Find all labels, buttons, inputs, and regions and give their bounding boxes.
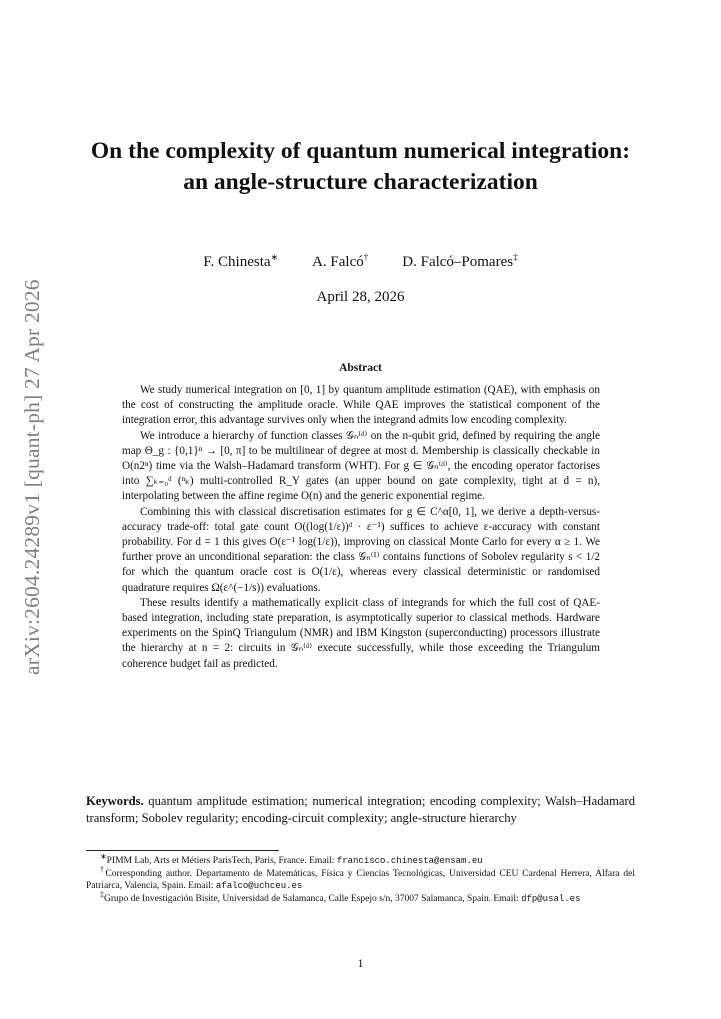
footnote: [86, 889, 635, 906]
author-name: F. Chinesta: [203, 254, 271, 270]
author: [402, 254, 517, 271]
footnote-mark: ‡: [100, 889, 104, 899]
footnotes: [86, 851, 635, 906]
page-number: 1: [357, 958, 364, 970]
paper-title: On the complexity of quantum numerical integration: an angle-structure characterization: [90, 138, 631, 195]
author: [203, 254, 278, 271]
footnote: [86, 851, 635, 868]
abstract-heading: Abstract: [339, 362, 382, 374]
author-mark: ∗: [270, 252, 279, 262]
footnote-email[interactable]: francisco.chinesta@ensam.eu: [336, 856, 483, 866]
keywords-label: Keywords.: [86, 794, 144, 808]
abstract-paragraph: Combining this with classical discretisation estimates for g ∈ C^α[0, 1], we derive a depth-versus-accuracy trade-off: total gate count O((log(1/ε))ᵈ · ε⁻¹) suffices to achieve ε-accuracy with constant probability. For d = 1 this gives O(ε⁻¹ log(1/ε)), improving on classical Monte Carlo for every α ≥ 1. We further prove an unconditional separation: the class 𝒢ₙ⁽¹⁾ contains functions of Sobolev regularity s < 1/2 for which the quantum oracle cost is O(1/ε), whereas every classical deterministic or randomised quadrature requires Ω(ε^(−1/s)) evaluations.: [122, 505, 600, 594]
footnote-mark: †: [100, 864, 106, 874]
footnote-text: Grupo de Investigación Bisite, Universidad de Salamanca, Calle Espejo s/n, 37007 Salamanca, Spain. Email:: [103, 894, 522, 905]
footnote: [86, 864, 635, 893]
author-name: D. Falcó–Pomares: [402, 254, 514, 270]
author-mark: †: [363, 252, 369, 262]
abstract-paragraph: We introduce a hierarchy of function classes 𝒢ₙ⁽ᵈ⁾ on the n-qubit grid, defined by requiring the angle map Θ_g : {0,1}ⁿ → [0, π] to be multilinear of degree at most d. Membership is classically checkable in O(n2ⁿ) time via the Walsh–Hadamard transform (WHT). For g ∈ 𝒢ₙ⁽ᵈ⁾, the encoding operator factorises into ∑ₖ₌₀ᵈ (ⁿₖ) multi-controlled R_Y gates (an upper bound on gate complexity, tight at d = n), interpolating between the affine regime O(n) and the generic exponential regime.: [122, 429, 600, 503]
author-name: A. Falcó: [312, 254, 364, 270]
author-list: [80, 254, 641, 271]
keywords-text: quantum amplitude estimation; numerical integration; encoding complexity; Walsh–Hadamard transform; Sobolev regularity; encoding-circuit complexity; angle-structure hierarchy: [86, 794, 635, 825]
footnote-text: Corresponding author. Departamento de Matemáticas, Física y Ciencias Tecnológicas, Universidad CEU Cardenal Herrera, Alfara del Patriarca, Valencia, Spain. Email:: [86, 868, 635, 892]
paper-date: April 28, 2026: [316, 289, 405, 305]
abstract-paragraph: We study numerical integration on [0, 1] by quantum amplitude estimation (QAE), with emphasis on the cost of constructing the amplitude oracle. While QAE improves the statistical component of the integration error, this advantage survives only when the integrand admits low encoding complexity.: [122, 384, 600, 427]
abstract-paragraph: These results identify a mathematically explicit class of integrands for which the full cost of QAE-based integration, including state preparation, is asymptotically superior to classical methods. Hardware experiments on the SpinQ Triangulum (NMR) and IBM Kingston (superconducting) processors illustrate the hierarchy at n = 2: circuits in 𝒢ₙ⁽ᵈ⁾ execute successfully, while those exceeding the Triangulum coherence budget fail as predicted.: [122, 596, 600, 670]
keywords-section: [86, 793, 635, 826]
footnote-text: PIMM Lab, Arts et Métiers ParisTech, Paris, France. Email:: [106, 856, 337, 866]
author: [312, 254, 368, 271]
footnote-email[interactable]: dfp@usal.es: [521, 894, 581, 905]
footnote-email[interactable]: afalco@uchceu.es: [215, 881, 303, 892]
abstract-body: [122, 383, 600, 672]
footnote-rule: [86, 850, 279, 851]
author-mark: ‡: [513, 252, 518, 262]
footnote-mark: ∗: [100, 851, 107, 861]
arxiv-identifier: arXiv:2604.24289v1 [quant-ph] 27 Apr 2026: [20, 279, 44, 675]
